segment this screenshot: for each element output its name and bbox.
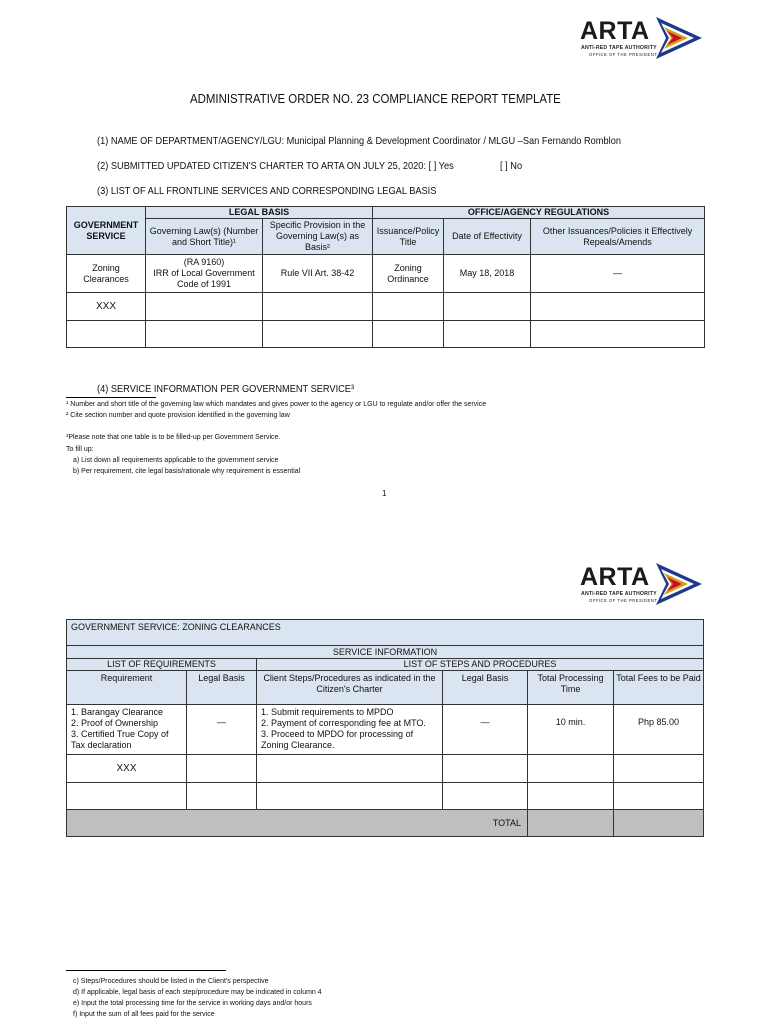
- header-service-information: SERVICE INFORMATION: [67, 646, 704, 659]
- cell-service: Zoning Clearances: [67, 255, 146, 293]
- total-time-cell: [528, 810, 614, 837]
- page-number: 1: [382, 489, 387, 498]
- section-divider: [66, 397, 156, 398]
- cell-steps: [257, 705, 443, 755]
- header-fees: Total Fees to be Paid: [614, 671, 704, 705]
- header-processing-time: Total Processing Time: [528, 671, 614, 705]
- arta-logo: [580, 17, 705, 67]
- table-row: [67, 293, 705, 321]
- total-fees-cell: [614, 810, 704, 837]
- cell-legal-basis-2: —: [443, 705, 528, 755]
- table-row: [67, 321, 705, 348]
- arta-logo: [580, 563, 705, 613]
- header-list-steps: LIST OF STEPS AND PROCEDURES: [257, 659, 704, 671]
- requirement-item: 2. Proof of Ownership: [71, 718, 159, 728]
- cell-law-irr: IRR of Local Government Code of 1991: [153, 268, 255, 289]
- logo-subtitle: ANTI-RED TAPE AUTHORITY: [581, 45, 657, 51]
- requirement-item: 3. Certified True Copy of Tax declaration: [71, 729, 169, 750]
- header-legal-basis-2: Legal Basis: [443, 671, 528, 705]
- step-item: 1. Submit requirements to MPDO: [261, 707, 394, 717]
- service-information-table: [66, 619, 704, 837]
- logo-office: OFFICE OF THE PRESIDENT: [589, 52, 658, 57]
- logo-word: ARTA: [580, 17, 650, 45]
- cell-processing-time: 10 min.: [528, 705, 614, 755]
- total-label: TOTAL: [67, 810, 528, 837]
- table-row: [67, 705, 704, 755]
- footnote-3: ³Please note that one table is to be filled-up per Government Service.: [66, 434, 281, 441]
- cell-governing-law: [146, 255, 263, 293]
- header-client-steps: Client Steps/Procedures as indicated in the Citizen's Charter: [257, 671, 443, 705]
- cell-issuance: Zoning Ordinance: [373, 255, 444, 293]
- header-legal-basis-1: Legal Basis: [187, 671, 257, 705]
- step-item: 3. Proceed to MPDO for processing of Zoning Clearance.: [261, 729, 414, 750]
- header-specific-provision: Specific Provision in the Governing Law(s) as Basis²: [263, 219, 373, 255]
- footnote-c: c) Steps/Procedures should be listed in the Client's perspective: [73, 978, 269, 985]
- logo-office: OFFICE OF THE PRESIDENT: [589, 598, 658, 603]
- table-row: [67, 783, 704, 810]
- government-service-title: GOVERNMENT SERVICE: ZONING CLEARANCES: [67, 620, 704, 646]
- footnote-divider: [66, 970, 226, 971]
- header-date-effectivity: Date of Effectivity: [444, 219, 531, 255]
- arta-arrow-icon: [652, 15, 704, 61]
- header-legal-basis: LEGAL BASIS: [146, 207, 373, 219]
- item-2-no: [ ] No: [500, 160, 523, 172]
- footnote-to-fill: To fill up:: [66, 446, 94, 453]
- header-office-regulations: OFFICE/AGENCY REGULATIONS: [373, 207, 705, 219]
- footnote-2: ² Cite section number and quote provision identified in the governing law: [66, 412, 290, 419]
- cell-other: —: [531, 255, 705, 293]
- header-list-requirements: LIST OF REQUIREMENTS: [67, 659, 257, 671]
- page-title: ADMINISTRATIVE ORDER NO. 23 COMPLIANCE REPORT TEMPLATE: [190, 91, 561, 106]
- header-government-service: GOVERNMENT SERVICE: [67, 207, 146, 255]
- header-governing-laws: Governing Law(s) (Number and Short Title)¹: [146, 219, 263, 255]
- footnote-d: d) If applicable, legal basis of each step/procedure may be indicated in column 4: [73, 989, 322, 996]
- header-other-issuances: Other Issuances/Policies it Effectively Repeals/Amends: [531, 219, 705, 255]
- cell-legal-basis-1: —: [187, 705, 257, 755]
- frontline-services-table: [66, 206, 705, 348]
- header-requirement: Requirement: [67, 671, 187, 705]
- step-item: 2. Payment of corresponding fee at MTO.: [261, 718, 426, 728]
- cell-requirements: [67, 705, 187, 755]
- item-1-department: (1) NAME OF DEPARTMENT/AGENCY/LGU: Municipal Planning & Development Coordinator / MLGU –San Fernando Romblon: [97, 135, 621, 147]
- cell-requirements: XXX: [67, 755, 187, 783]
- footnote-1: ¹ Number and short title of the governing law which mandates and gives power to the agency or LGU to regulate and/or offer the service: [66, 401, 487, 408]
- item-3-frontline: (3) LIST OF ALL FRONTLINE SERVICES AND CORRESPONDING LEGAL BASIS: [97, 185, 437, 197]
- footnote-f: f) Input the sum of all fees paid for the service: [73, 1011, 215, 1018]
- cell-specific-provision: Rule VII Art. 38-42: [263, 255, 373, 293]
- item-2-submitted: (2) SUBMITTED UPDATED CITIZEN'S CHARTER TO ARTA ON JULY 25, 2020: [ ] Yes: [97, 160, 454, 172]
- table-row: [67, 755, 704, 783]
- cell-date: May 18, 2018: [444, 255, 531, 293]
- arta-arrow-icon: [652, 561, 704, 607]
- cell-fees: Php 85.00: [614, 705, 704, 755]
- requirement-item: 1. Barangay Clearance: [71, 707, 164, 717]
- cell-service: XXX: [67, 293, 146, 321]
- logo-subtitle: ANTI-RED TAPE AUTHORITY: [581, 591, 657, 597]
- footnote-b: b) Per requirement, cite legal basis/rationale why requirement is essential: [73, 468, 301, 475]
- logo-word: ARTA: [580, 563, 650, 591]
- footnote-a: a) List down all requirements applicable to the government service: [73, 457, 279, 464]
- item-4-service-info: (4) SERVICE INFORMATION PER GOVERNMENT SERVICE³: [97, 383, 355, 395]
- header-issuance-title: Issuance/Policy Title: [373, 219, 444, 255]
- table-row: [67, 255, 705, 293]
- cell-law-ra: (RA 9160): [183, 257, 225, 267]
- footnote-e: e) Input the total processing time for the service in working days and/or hours: [73, 1000, 312, 1007]
- total-row: [67, 810, 704, 837]
